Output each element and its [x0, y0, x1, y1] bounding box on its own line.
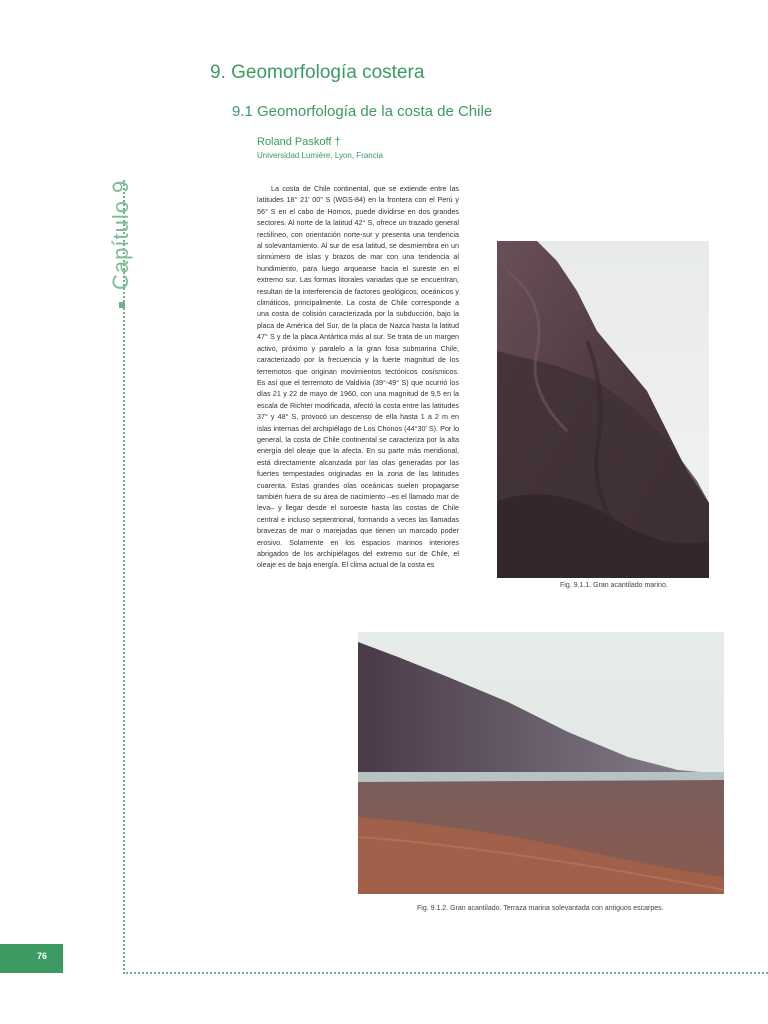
- margin-dotted-line-vertical: [123, 180, 125, 974]
- author-affiliation: Universidad Lumière, Lyon, Francia: [257, 151, 383, 160]
- figure-1-photo: [497, 241, 709, 578]
- page-number: 76: [36, 951, 47, 961]
- figure-1-caption: Fig. 9.1.1. Gran acantilado marino.: [560, 582, 668, 589]
- body-text: [257, 183, 459, 607]
- cliff-photo-image: [497, 241, 709, 578]
- side-square-marker: [119, 302, 125, 308]
- section-title: 9.1 Geomorfología de la costa de Chile: [232, 103, 493, 120]
- margin-dotted-line-horizontal: [123, 972, 768, 974]
- body-paragraph: La costa de Chile continental, que se extiende entre las latitudes 18° 21' 00" S (WGS-84) en la frontera con el Perú y 56° S en el cabo de Hornos, puede dividirse en dos grandes sectores. Al norte de la latitud 42° S, ofrece un trazado general rectilíneo, con orientación norte-sur y presenta una tendencia al solevantamiento. Al sur de esa latitud, se desmiembra en un sinnúmero de islas y brazos de mar con una tendencia al hundimiento, para luego arquearse hacia el sureste en el extremo sur. Las formas litorales variadas que se encuentran, resultan de la interferencia de factores geológicos, oceánicos y climáticos, principalmente. La costa de Chile corresponde a una costa de colisión caracterizada por la subducción, bajo la placa de América del Sur, de la placa de Nazca hasta la latitud 47° S y de la placa Antártica más al sur. Se trata de un margen activo, próximo y paralelo a la gran fosa submarina Chile, caracterizado por la frecuencia y la fuerte magnitud de los terremotos que originan movimientos tectónicos cosísmicos. Es así que el terremoto de Valdivia (39°-49° S) que ocurrió los días 21 y 22 de mayo de 1960, con una magnitud de 9,5 en la escala de Richter modificada, afectó la costa entre las latitudes 37° y 48° S, provocó un descenso de ella hasta 1 a 2 m en islas internas del archipiélago de Los Chonos (44°30' S). Por lo general, la costa de Chile continental se caracteriza por la alta energía del oleaje que la afecta. En su parte más meridional, está directamente alcanzada por las olas generadas por las fuertes tempestades originadas en la zona de las latitudes cuarenta. Estas grandes olas oceánicas suelen propagarse también fuera de su área de nacimiento –es el llamado mar de leva– y llegar desde el suroeste hasta las costas de Chile central e incluso septentrional, formando a veces las llamadas bravezas de mar o marejadas que tienen un marcado poder erosivo. Solamente en los espacios marinos interiores abrigados de los archipiélagos del extremo sur de Chile, el oleaje es de baja energía. El clima actual de la costa es: [257, 184, 459, 570]
- author-name: Roland Paskoff †: [257, 136, 341, 148]
- chapter-side-label: Capítulo 9: [108, 179, 133, 290]
- figure-2-photo: [358, 632, 724, 894]
- terrace-photo-image: [358, 632, 724, 894]
- figure-2-caption: Fig. 9.1.2. Gran acantilado. Terraza marina solevantada con antiguos escarpes.: [417, 905, 664, 912]
- chapter-title: 9. Geomorfología costera: [210, 62, 425, 83]
